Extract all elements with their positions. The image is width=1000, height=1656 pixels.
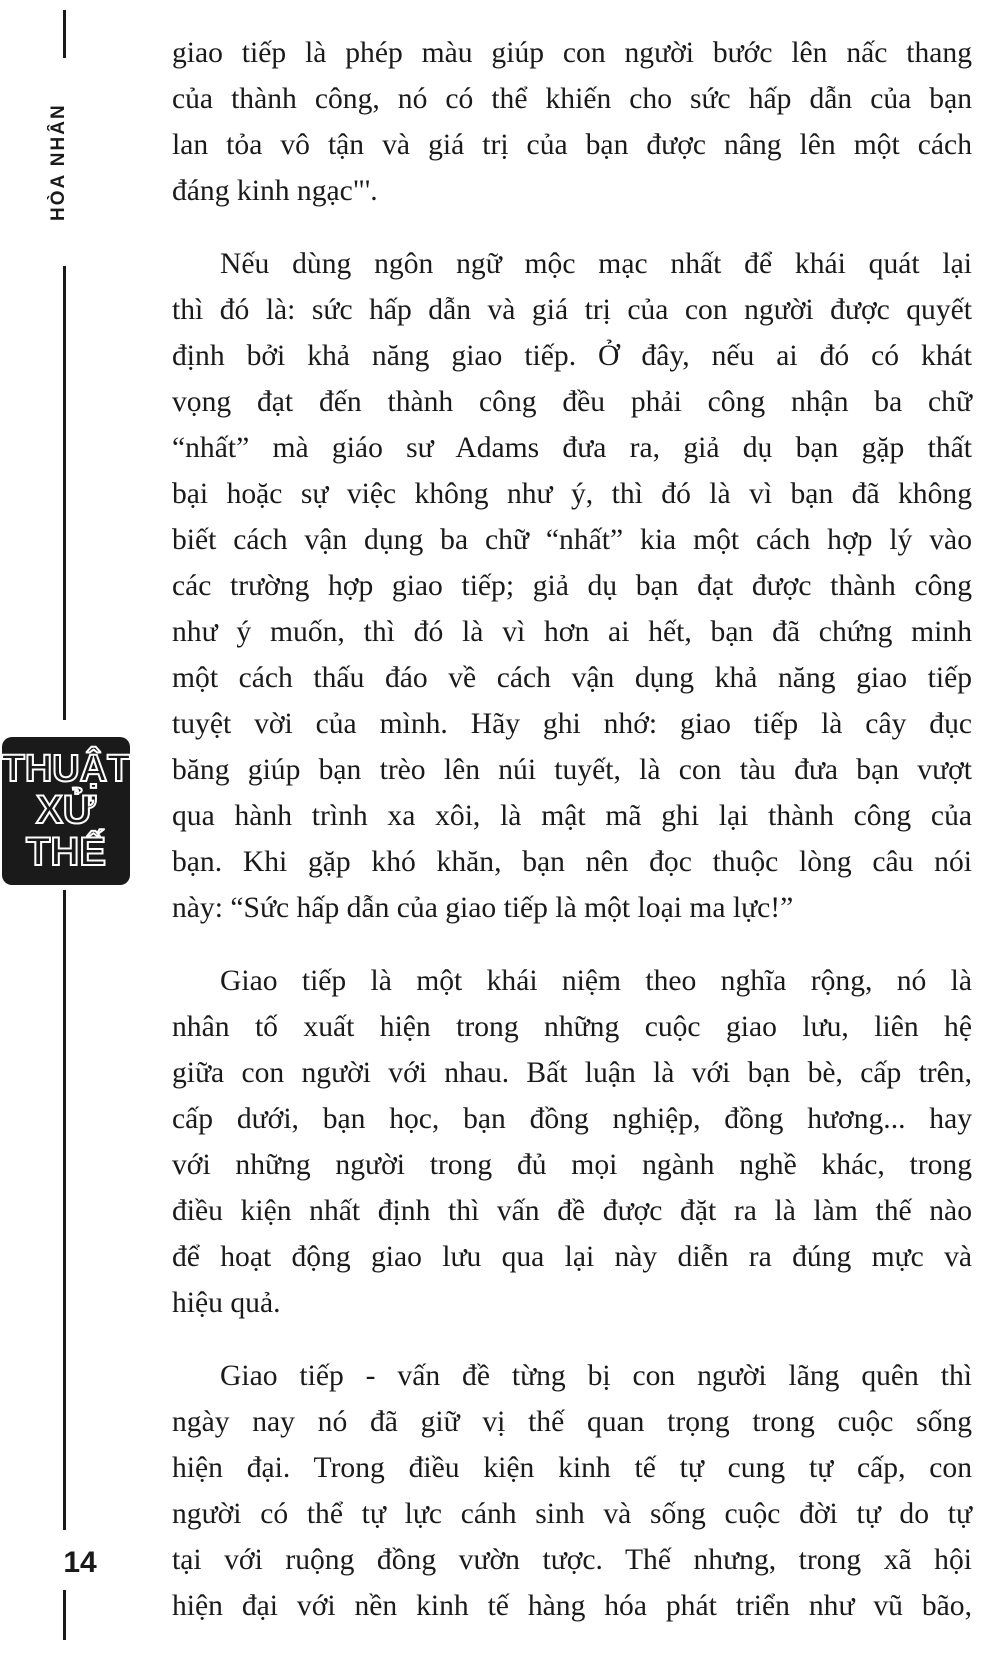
text-line: hiệu quả. <box>172 1287 281 1319</box>
text-line: thì đó là: sức hấp dẫn và giá trị của con người được quyết <box>172 294 972 326</box>
text-line: băng giúp bạn trèo lên núi tuyết, là con tàu đưa bạn vượt <box>172 754 972 786</box>
paragraph-1 <box>172 30 972 214</box>
text-line: lan tỏa vô tận và giá trị của bạn được nâng lên một cách <box>172 129 972 161</box>
text-line: nhân tố xuất hiện trong những cuộc giao lưu, liên hệ <box>172 1011 972 1043</box>
text-line: bại hoặc sự việc không như ý, thì đó là vì bạn đã không <box>172 478 972 510</box>
body-text <box>172 30 972 1656</box>
text-line: bạn. Khi gặp khó khăn, bạn nên đọc thuộc lòng câu nói <box>172 846 972 878</box>
text-line: các trường hợp giao tiếp; giả dụ bạn đạt được thành công <box>172 570 972 602</box>
text-line: ngày nay nó đã giữ vị thế quan trọng trong cuộc sống <box>172 1406 972 1438</box>
text-line: của thành công, nó có thể khiến cho sức hấp dẫn của bạn <box>172 83 972 115</box>
text-line: Giao tiếp là một khái niệm theo nghĩa rộng, nó là <box>220 965 972 997</box>
text-line: biết cách vận dụng ba chữ “nhất” kia một cách hợp lý vào <box>172 524 972 556</box>
text-line: giao tiếp là phép màu giúp con người bước lên nấc thang <box>172 37 972 69</box>
text-line: một cách thấu đáo về cách vận dụng khả năng giao tiếp <box>172 662 972 694</box>
text-line: cấp dưới, bạn học, bạn đồng nghiệp, đồng hương... hay <box>172 1103 972 1135</box>
text-line: qua hành trình xa xôi, là mật mã ghi lại thành công của <box>172 800 972 832</box>
book-title-logo <box>2 737 130 885</box>
text-line: tuyệt vời của mình. Hãy ghi nhớ: giao tiếp là cây đục <box>172 708 972 740</box>
text-line: vọng đạt đến thành công đều phải công nhận ba chữ <box>172 386 972 418</box>
logo-line-2: XỬ <box>36 788 96 832</box>
text-line: tại với ruộng đồng vườn tược. Thế nhưng, trong xã hội <box>172 1544 972 1576</box>
text-line: “nhất” mà giáo sư Adams đưa ra, giả dụ bạn gặp thất <box>172 432 972 464</box>
logo-line-3: THẾ <box>26 830 106 874</box>
paragraph-3 <box>172 958 972 1326</box>
text-line: này: “Sức hấp dẫn của giao tiếp là một loại ma lực!” <box>172 892 794 924</box>
text-line: như ý muốn, thì đó là vì hơn ai hết, bạn đã chứng minh <box>172 616 972 648</box>
page-number: 14 <box>56 1542 104 1584</box>
text-line: điều kiện nhất định thì vấn đề được đặt ra là làm thế nào <box>172 1195 972 1227</box>
text-line: định bởi khả năng giao tiếp. Ở đây, nếu ai đó có khát <box>172 340 972 372</box>
text-line: Giao tiếp - vấn đề từng bị con người lãng quên thì <box>220 1360 972 1392</box>
text-line: hiện đại. Trong điều kiện kinh tế tự cung tự cấp, con <box>172 1452 972 1484</box>
paragraph-2 <box>172 241 972 931</box>
text-line: để hoạt động giao lưu qua lại này diễn ra đúng mực và <box>172 1241 972 1273</box>
text-line: người có thể tự lực cánh sinh và sống cuộc đời tự do tự <box>172 1498 972 1530</box>
paragraph-4 <box>172 1353 972 1629</box>
text-line: Nếu dùng ngôn ngữ mộc mạc nhất để khái quát lại <box>220 248 972 280</box>
text-line: với những người trong đủ mọi ngành nghề khác, trong <box>172 1149 972 1181</box>
text-line: giữa con người với nhau. Bất luận là với bạn bè, cấp trên, <box>172 1057 972 1089</box>
running-header-author: HÒA NHÂN <box>48 58 80 266</box>
logo-line-1: THUẬT <box>1 748 131 790</box>
text-line: hiện đại với nền kinh tế hàng hóa phát triển như vũ bão, <box>172 1590 972 1622</box>
margin-rule-middle <box>63 890 66 1530</box>
margin-rule-bottom <box>63 1590 66 1640</box>
text-line: đáng kinh ngạc"'. <box>172 175 378 207</box>
